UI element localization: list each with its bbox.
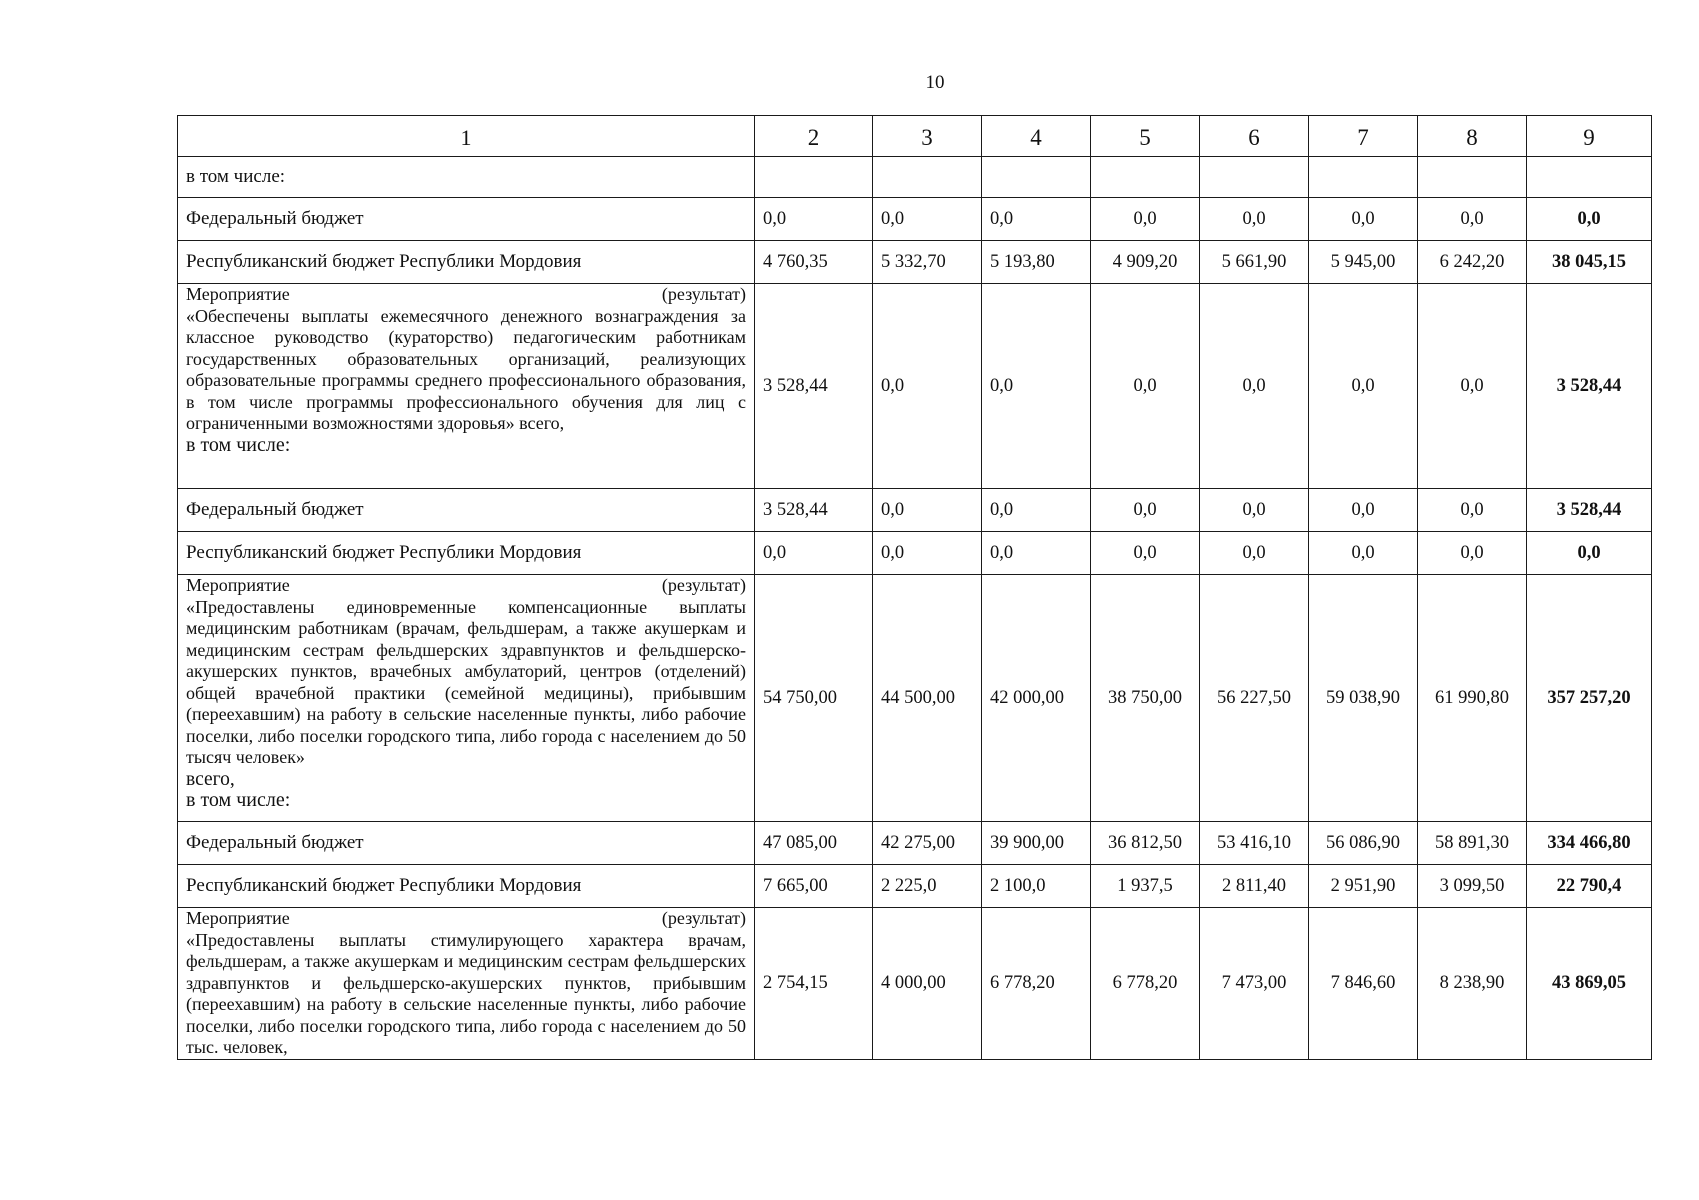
table-row <box>178 865 1652 908</box>
row-label: Федеральный бюджет <box>178 198 755 241</box>
table-cell: 0,0 <box>873 532 982 575</box>
table-cell: 4 000,00 <box>873 908 982 1060</box>
measure-description <box>178 284 755 489</box>
table-row <box>178 532 1652 575</box>
row-total: 43 869,05 <box>1527 908 1652 1060</box>
table-cell: 7 473,00 <box>1200 908 1309 1060</box>
table-cell: 1 937,5 <box>1091 865 1200 908</box>
column-header-3: 3 <box>873 116 982 157</box>
table-cell <box>1309 157 1418 198</box>
table-cell: 0,0 <box>1091 284 1200 489</box>
table-cell: 5 332,70 <box>873 241 982 284</box>
column-header-8: 8 <box>1418 116 1527 157</box>
table-cell: 5 193,80 <box>982 241 1091 284</box>
row-label: Республиканский бюджет Республики Мордовия <box>178 865 755 908</box>
page-number: 10 <box>925 72 945 93</box>
table-cell: 0,0 <box>873 198 982 241</box>
table-cell: 0,0 <box>1418 532 1527 575</box>
row-label: Республиканский бюджет Республики Мордовия <box>178 532 755 575</box>
table-cell: 0,0 <box>1200 284 1309 489</box>
table-cell: 42 000,00 <box>982 575 1091 822</box>
table-cell: 0,0 <box>755 532 873 575</box>
table-cell: 0,0 <box>1309 489 1418 532</box>
table-cell: 8 238,90 <box>1418 908 1527 1060</box>
column-header-5: 5 <box>1091 116 1200 157</box>
row-total: 3 528,44 <box>1527 489 1652 532</box>
row-label: Республиканский бюджет Республики Мордовия <box>178 241 755 284</box>
table-cell: 3 528,44 <box>755 284 873 489</box>
table-row <box>178 575 1652 822</box>
budget-table <box>177 115 1652 1060</box>
table-cell: 58 891,30 <box>1418 822 1527 865</box>
measure-body: «Обеспечены выплаты ежемесячного денежного вознаграждения за классное руководство (кураторство) педагогическим работникам государственных образовательных организаций, реализующих образовательные программы среднего профессионального образования, в том числе программы профессионального обучения для лиц с ограниченными возможностями здоровья» всего, <box>186 305 746 433</box>
table-cell: 5 945,00 <box>1309 241 1418 284</box>
table-cell: 0,0 <box>1418 198 1527 241</box>
measure-body: «Предоставлены единовременные компенсационные выплаты медицинским работникам (врачам, фельдшерам, а также акушеркам и медицинским сестрам фельдшерских здравпунктов и фельдшерско-акушерских пунктов, врачебных амбулаторий, центров (отделений) общей врачебной практики (семейной медицины), прибывшим (переехавшим) на работу в сельские населенные пункты, либо рабочие поселки, либо поселки городского типа, либо города с населением до 50 тысяч человек» <box>186 596 746 767</box>
table-cell: 0,0 <box>1091 198 1200 241</box>
table-row <box>178 822 1652 865</box>
table-cell: 0,0 <box>1200 489 1309 532</box>
table-cell: 38 750,00 <box>1091 575 1200 822</box>
table-cell: 6 778,20 <box>1091 908 1200 1060</box>
table-cell: 56 227,50 <box>1200 575 1309 822</box>
table-cell <box>755 157 873 198</box>
table-row <box>178 198 1652 241</box>
column-header-1: 1 <box>178 116 755 157</box>
table-cell: 0,0 <box>1309 198 1418 241</box>
table-cell <box>1091 157 1200 198</box>
row-total: 0,0 <box>1527 532 1652 575</box>
table-cell: 0,0 <box>755 198 873 241</box>
table-cell <box>1200 157 1309 198</box>
table-cell: 3 528,44 <box>755 489 873 532</box>
row-label: в том числе: <box>178 157 755 198</box>
table-cell: 0,0 <box>1200 198 1309 241</box>
column-header-7: 7 <box>1309 116 1418 157</box>
table-cell: 47 085,00 <box>755 822 873 865</box>
table-cell: 2 225,0 <box>873 865 982 908</box>
measure-description <box>178 908 755 1060</box>
table-cell <box>873 157 982 198</box>
column-header-6: 6 <box>1200 116 1309 157</box>
table-cell: 6 242,20 <box>1418 241 1527 284</box>
measure-head-right: (результат) <box>661 575 746 595</box>
table-row <box>178 908 1652 1060</box>
table-cell: 4 760,35 <box>755 241 873 284</box>
table-cell: 2 811,40 <box>1200 865 1309 908</box>
row-total: 0,0 <box>1527 198 1652 241</box>
table-cell: 0,0 <box>982 198 1091 241</box>
measure-sub: в том числе: <box>186 789 291 811</box>
table-cell: 0,0 <box>982 284 1091 489</box>
table-cell: 53 416,10 <box>1200 822 1309 865</box>
table-cell: 0,0 <box>1091 489 1200 532</box>
measure-description <box>178 575 755 822</box>
table-cell: 36 812,50 <box>1091 822 1200 865</box>
table-cell: 0,0 <box>1309 532 1418 575</box>
table-cell: 0,0 <box>1309 284 1418 489</box>
table-cell: 0,0 <box>982 532 1091 575</box>
table-cell: 0,0 <box>873 284 982 489</box>
measure-head-left: Мероприятие <box>186 284 290 304</box>
table-cell <box>982 157 1091 198</box>
table-cell: 54 750,00 <box>755 575 873 822</box>
row-total: 22 790,4 <box>1527 865 1652 908</box>
table-cell: 4 909,20 <box>1091 241 1200 284</box>
table-row <box>178 241 1652 284</box>
measure-head-right: (результат) <box>661 284 746 304</box>
table-cell <box>1527 157 1652 198</box>
table-cell: 59 038,90 <box>1309 575 1418 822</box>
table-cell: 0,0 <box>982 489 1091 532</box>
table-cell: 7 665,00 <box>755 865 873 908</box>
table-cell <box>1418 157 1527 198</box>
table-cell: 2 754,15 <box>755 908 873 1060</box>
table-cell: 2 951,90 <box>1309 865 1418 908</box>
measure-head-right: (результат) <box>661 908 746 928</box>
table-row <box>178 157 1652 198</box>
column-header-9: 9 <box>1527 116 1652 157</box>
measure-tail: всего, <box>186 768 235 790</box>
table-cell: 44 500,00 <box>873 575 982 822</box>
table-cell: 61 990,80 <box>1418 575 1527 822</box>
measure-head-left: Мероприятие <box>186 575 290 595</box>
table-cell: 7 846,60 <box>1309 908 1418 1060</box>
row-label: Федеральный бюджет <box>178 822 755 865</box>
row-label: Федеральный бюджет <box>178 489 755 532</box>
column-header-4: 4 <box>982 116 1091 157</box>
table-cell: 0,0 <box>873 489 982 532</box>
row-total: 334 466,80 <box>1527 822 1652 865</box>
row-total: 357 257,20 <box>1527 575 1652 822</box>
table-cell: 2 100,0 <box>982 865 1091 908</box>
row-total: 38 045,15 <box>1527 241 1652 284</box>
column-header-2: 2 <box>755 116 873 157</box>
row-total: 3 528,44 <box>1527 284 1652 489</box>
table-cell: 5 661,90 <box>1200 241 1309 284</box>
measure-sub: в том числе: <box>186 433 291 456</box>
table-cell: 56 086,90 <box>1309 822 1418 865</box>
measure-head-left: Мероприятие <box>186 908 290 928</box>
table-cell: 0,0 <box>1418 489 1527 532</box>
table-cell: 3 099,50 <box>1418 865 1527 908</box>
table-cell: 39 900,00 <box>982 822 1091 865</box>
table-cell: 42 275,00 <box>873 822 982 865</box>
table-header-row <box>178 116 1652 157</box>
measure-body: «Предоставлены выплаты стимулирующего характера врачам, фельдшерам, а также акушеркам и медицинским сестрам фельдшерских здравпунктов и фельдшерско-акушерских пунктов, прибывшим (переехавшим) на работу в сельские населенные пункты, либо рабочие поселки, либо поселки городского типа, либо города с населением до 50 тыс. человек, <box>186 929 746 1057</box>
table-cell: 0,0 <box>1418 284 1527 489</box>
table-row <box>178 284 1652 489</box>
table-cell: 0,0 <box>1091 532 1200 575</box>
table-cell: 0,0 <box>1200 532 1309 575</box>
table-cell: 6 778,20 <box>982 908 1091 1060</box>
table-row <box>178 489 1652 532</box>
